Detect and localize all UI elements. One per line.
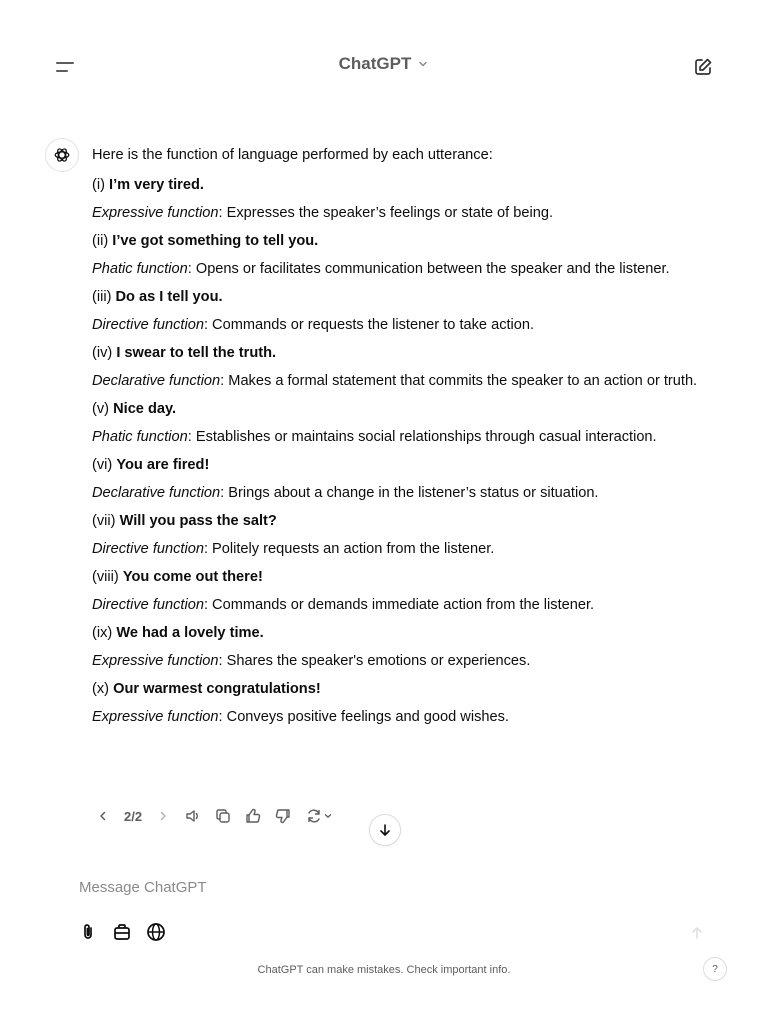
list-item (92, 175, 752, 223)
function-list (92, 175, 752, 727)
item-number: (vii) (92, 513, 116, 529)
list-item (92, 623, 752, 671)
attach-button[interactable] (76, 920, 100, 944)
chevron-right-icon (157, 810, 169, 822)
function-line (92, 651, 752, 671)
composer-tools (76, 920, 168, 944)
utterance-text: I’ve got something to tell you. (112, 233, 319, 249)
arrow-up-icon (690, 926, 704, 940)
search-web-button[interactable] (144, 920, 168, 944)
send-button[interactable] (686, 922, 708, 944)
utterance-text: Our warmest congratulations! (113, 681, 321, 697)
thumbs-up-icon (244, 807, 262, 825)
utterance-line (92, 287, 752, 307)
scroll-to-bottom-button[interactable] (369, 814, 401, 846)
function-name: Declarative function (92, 485, 221, 501)
item-number: (x) (92, 681, 110, 697)
utterance-text: Do as I tell you. (115, 289, 223, 305)
function-name: Expressive function (92, 205, 219, 221)
item-number: (ix) (92, 625, 113, 641)
chevron-down-icon (323, 811, 333, 821)
function-description: : Conveys positive feelings and good wishes. (218, 709, 509, 725)
item-number: (vi) (92, 457, 113, 473)
utterance-line (92, 511, 752, 531)
function-name: Directive function (92, 597, 204, 613)
assistant-message (92, 145, 752, 735)
function-line (92, 483, 752, 503)
copy-button[interactable] (212, 805, 234, 827)
utterance-text: We had a lovely time. (116, 625, 264, 641)
list-item (92, 567, 752, 615)
openai-logo-icon (53, 146, 71, 164)
function-description: : Establishes or maintains social relationships through casual interaction. (187, 429, 657, 445)
message-input[interactable] (79, 876, 679, 898)
list-item (92, 511, 752, 559)
arrow-down-icon (378, 823, 392, 837)
list-item (92, 455, 752, 503)
function-name: Phatic function (92, 261, 188, 277)
utterance-line (92, 399, 752, 419)
function-name: Declarative function (92, 373, 221, 389)
utterance-text: Nice day. (113, 401, 177, 417)
model-selector[interactable] (339, 54, 430, 74)
function-line (92, 427, 752, 447)
utterance-line (92, 623, 752, 643)
item-number: (i) (92, 177, 105, 193)
item-number: (v) (92, 401, 110, 417)
chevron-down-icon (417, 58, 429, 70)
function-description: : Opens or facilitates communication between the speaker and the listener. (187, 261, 670, 277)
item-number: (viii) (92, 569, 119, 585)
utterance-line (92, 175, 752, 195)
list-item (92, 343, 752, 391)
function-description: : Makes a formal statement that commits the speaker to an action or truth. (220, 373, 698, 389)
previous-response-button[interactable] (92, 805, 114, 827)
function-line (92, 259, 752, 279)
function-description: : Brings about a change in the listener’s status or situation. (220, 485, 599, 501)
composer (0, 860, 768, 960)
function-name: Expressive function (92, 653, 219, 669)
disclaimer: ChatGPT can make mistakes. Check important info. (257, 964, 511, 976)
message-actions (92, 805, 336, 827)
utterance-text: You come out there! (122, 569, 263, 585)
thumbs-down-icon (274, 807, 292, 825)
utterance-line (92, 231, 752, 251)
help-button[interactable]: ? (703, 957, 727, 981)
function-description: : Commands or requests the listener to take action. (203, 317, 535, 333)
function-line (92, 595, 752, 615)
new-chat-button[interactable] (688, 52, 718, 82)
function-name: Phatic function (92, 429, 188, 445)
function-line (92, 203, 752, 223)
regenerate-button[interactable] (302, 805, 336, 827)
list-item (92, 399, 752, 447)
function-line (92, 707, 752, 727)
good-response-button[interactable] (242, 805, 264, 827)
utterance-text: I’m very tired. (109, 177, 204, 193)
function-name: Expressive function (92, 709, 219, 725)
function-line (92, 371, 752, 391)
page-title: ChatGPT (338, 54, 412, 73)
utterance-text: You are fired! (116, 457, 210, 473)
function-description: : Shares the speaker's emotions or experiences. (218, 653, 531, 669)
message-intro: Here is the function of language performed by each utterance: (92, 147, 493, 163)
assistant-avatar (45, 138, 79, 172)
chevron-left-icon (97, 810, 109, 822)
copy-icon (214, 807, 232, 825)
new-chat-icon (693, 57, 713, 77)
utterance-line (92, 679, 752, 699)
read-aloud-icon (184, 807, 202, 825)
regenerate-icon (305, 807, 323, 825)
item-number: (iii) (92, 289, 112, 305)
utterance-text: I swear to tell the truth. (116, 345, 277, 361)
top-bar (0, 0, 768, 132)
function-name: Directive function (92, 541, 204, 557)
function-line (92, 315, 752, 335)
tools-button[interactable] (110, 920, 134, 944)
toolbox-icon (112, 922, 132, 942)
utterance-line (92, 455, 752, 475)
function-description: : Commands or demands immediate action from the listener. (203, 597, 595, 613)
function-line (92, 539, 752, 559)
item-number: (ii) (92, 233, 109, 249)
item-number: (iv) (92, 345, 113, 361)
function-description: : Expresses the speaker’s feelings or state of being. (218, 205, 554, 221)
utterance-text: Will you pass the salt? (119, 513, 277, 529)
bad-response-button[interactable] (272, 805, 294, 827)
utterance-line (92, 343, 752, 363)
list-item (92, 231, 752, 279)
list-item (92, 287, 752, 335)
function-description: : Politely requests an action from the listener. (203, 541, 495, 557)
globe-icon (146, 922, 166, 942)
response-pager: 2/2 (124, 808, 143, 824)
read-aloud-button[interactable] (182, 805, 204, 827)
paperclip-icon (78, 922, 98, 942)
next-response-button[interactable] (152, 805, 174, 827)
utterance-line (92, 567, 752, 587)
function-name: Directive function (92, 317, 204, 333)
list-item (92, 679, 752, 727)
